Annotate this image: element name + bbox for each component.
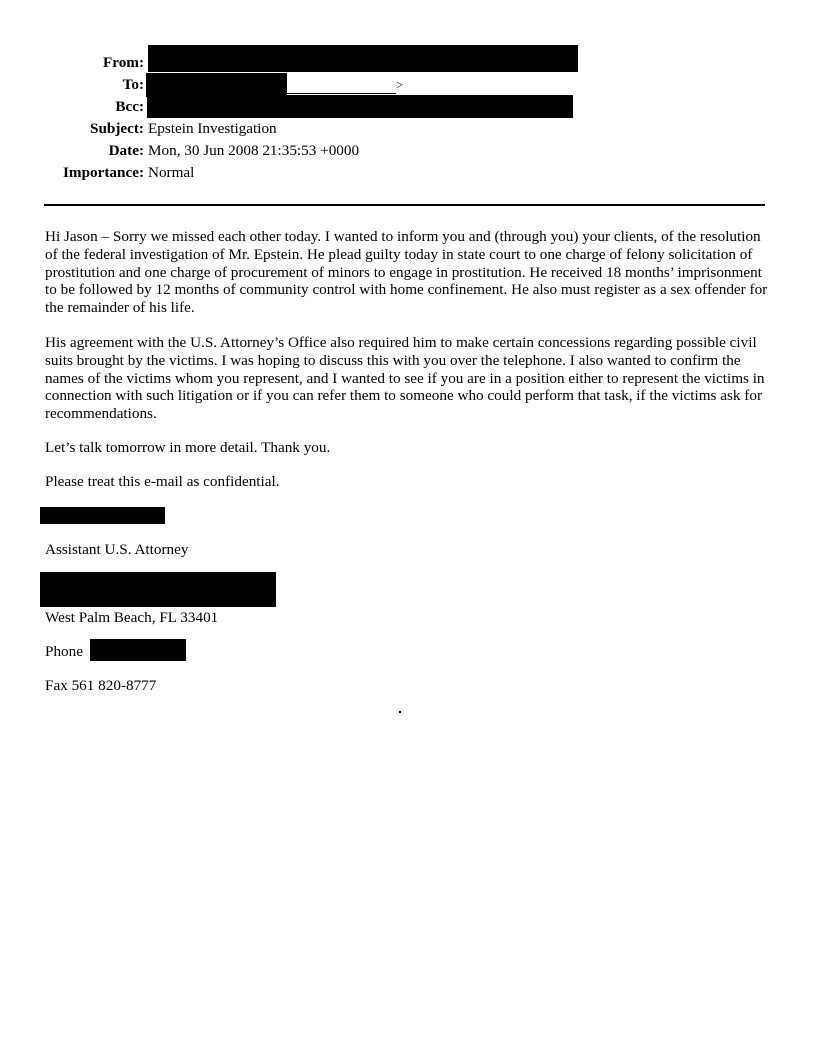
- body-paragraph-3: Let’s talk tomorrow in more detail. Thank you.: [45, 439, 331, 456]
- date-value: Mon, 30 Jun 2008 21:35:53 +0000: [148, 142, 360, 159]
- from-label: From:: [102, 54, 144, 71]
- bcc-redaction: [147, 95, 573, 118]
- signature-title: Assistant U.S. Attorney: [45, 541, 189, 558]
- body-paragraph-4: Please treat this e-mail as confidential.: [45, 473, 280, 490]
- signature-name-redaction: [40, 507, 165, 524]
- body-paragraph-1: Hi Jason – Sorry we missed each other today. I wanted to inform you and (through you) your clients, of the resolution of the federal investigation of Mr. Epstein. He plead guilty today in state court to one charge of felony solicitation of prostitution and one charge of procurement of minors to engage in prostitution. He received 18 months’ imprisonment to be followed by 12 months of community control with home confinement. He also must register as a sex offender for the remainder of his life.: [45, 228, 768, 317]
- signature-city-line: West Palm Beach, FL 33401: [45, 609, 219, 626]
- signature-phone-label: Phone: [45, 643, 83, 660]
- phone-number-redaction: [90, 639, 186, 661]
- signature-address-redaction: [40, 572, 276, 607]
- stray-mark: [399, 711, 401, 713]
- subject-value: Epstein Investigation: [148, 120, 277, 137]
- to-redaction: [146, 73, 287, 97]
- header-divider: [44, 204, 765, 206]
- body-paragraph-2: His agreement with the U.S. Attorney’s Office also required him to make certain concessions regarding possible civil suits brought by the victims. I was hoping to discuss this with you over the telephone. I also wanted to confirm the names of the victims whom you represent, and I wanted to see if you are in a position either to represent the victims in connection with such litigation or if you can refer them to someone who could perform that task, if the victims ask for recommendations.: [45, 334, 765, 423]
- signature-fax-line: Fax 561 820-8777: [45, 677, 157, 694]
- bcc-label: Bcc:: [115, 98, 144, 115]
- from-redaction: [148, 45, 578, 72]
- importance-label: Importance:: [63, 164, 144, 181]
- to-underline: [287, 93, 396, 94]
- to-label: To:: [122, 76, 144, 93]
- to-trailing-glyph: >: [396, 77, 404, 92]
- subject-label: Subject:: [90, 120, 144, 137]
- importance-value: Normal: [148, 164, 195, 181]
- date-label: Date:: [108, 142, 144, 159]
